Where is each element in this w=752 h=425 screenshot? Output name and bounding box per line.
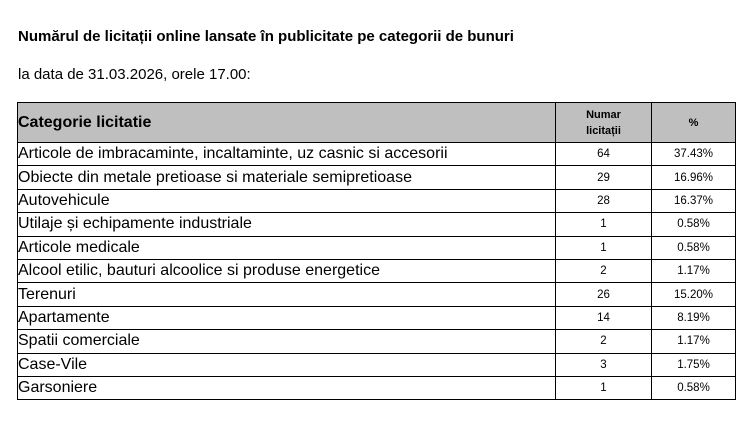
row-category: Articole medicale	[18, 236, 556, 259]
row-count: 64	[556, 143, 652, 166]
row-count: 1	[556, 236, 652, 259]
document-title: Numărul de licitații online lansate în publicitate pe categorii de bunuri	[18, 28, 514, 45]
row-category: Autovehicule	[18, 189, 556, 212]
table-row	[18, 166, 736, 189]
header-count: Numar licitații	[556, 103, 652, 143]
row-category: Alcool etilic, bauturi alcoolice si produse energetice	[18, 259, 556, 282]
row-count: 28	[556, 189, 652, 212]
table-row	[18, 353, 736, 376]
row-percent: 1.75%	[652, 353, 736, 376]
table-row	[18, 306, 736, 329]
table-row	[18, 143, 736, 166]
row-category: Articole de imbracaminte, incaltaminte, uz casnic si accesorii	[18, 143, 556, 166]
row-percent: 37.43%	[652, 143, 736, 166]
table-row	[18, 259, 736, 282]
row-count: 1	[556, 213, 652, 236]
row-count: 1	[556, 376, 652, 399]
row-percent: 0.58%	[652, 236, 736, 259]
row-percent: 16.37%	[652, 189, 736, 212]
row-category: Apartamente	[18, 306, 556, 329]
auction-categories-table	[17, 102, 736, 400]
table-row	[18, 189, 736, 212]
header-percent: %	[652, 103, 736, 143]
row-count: 29	[556, 166, 652, 189]
table-row	[18, 283, 736, 306]
header-category: Categorie licitatie	[18, 103, 556, 143]
table-header-row	[18, 103, 736, 143]
row-category: Spatii comerciale	[18, 330, 556, 353]
document-subtitle: la data de 31.03.2026, orele 17.00:	[18, 66, 251, 83]
row-category: Case-Vile	[18, 353, 556, 376]
row-category: Obiecte din metale pretioase si materiale semipretioase	[18, 166, 556, 189]
row-percent: 16.96%	[652, 166, 736, 189]
row-count: 14	[556, 306, 652, 329]
table-row	[18, 330, 736, 353]
table-row	[18, 213, 736, 236]
row-category: Utilaje și echipamente industriale	[18, 213, 556, 236]
row-percent: 0.58%	[652, 376, 736, 399]
row-count: 2	[556, 259, 652, 282]
row-count: 3	[556, 353, 652, 376]
row-count: 2	[556, 330, 652, 353]
row-percent: 15.20%	[652, 283, 736, 306]
row-percent: 1.17%	[652, 259, 736, 282]
row-count: 26	[556, 283, 652, 306]
row-percent: 0.58%	[652, 213, 736, 236]
row-percent: 1.17%	[652, 330, 736, 353]
table-row	[18, 236, 736, 259]
row-percent: 8.19%	[652, 306, 736, 329]
table-row	[18, 376, 736, 399]
row-category: Garsoniere	[18, 376, 556, 399]
row-category: Terenuri	[18, 283, 556, 306]
